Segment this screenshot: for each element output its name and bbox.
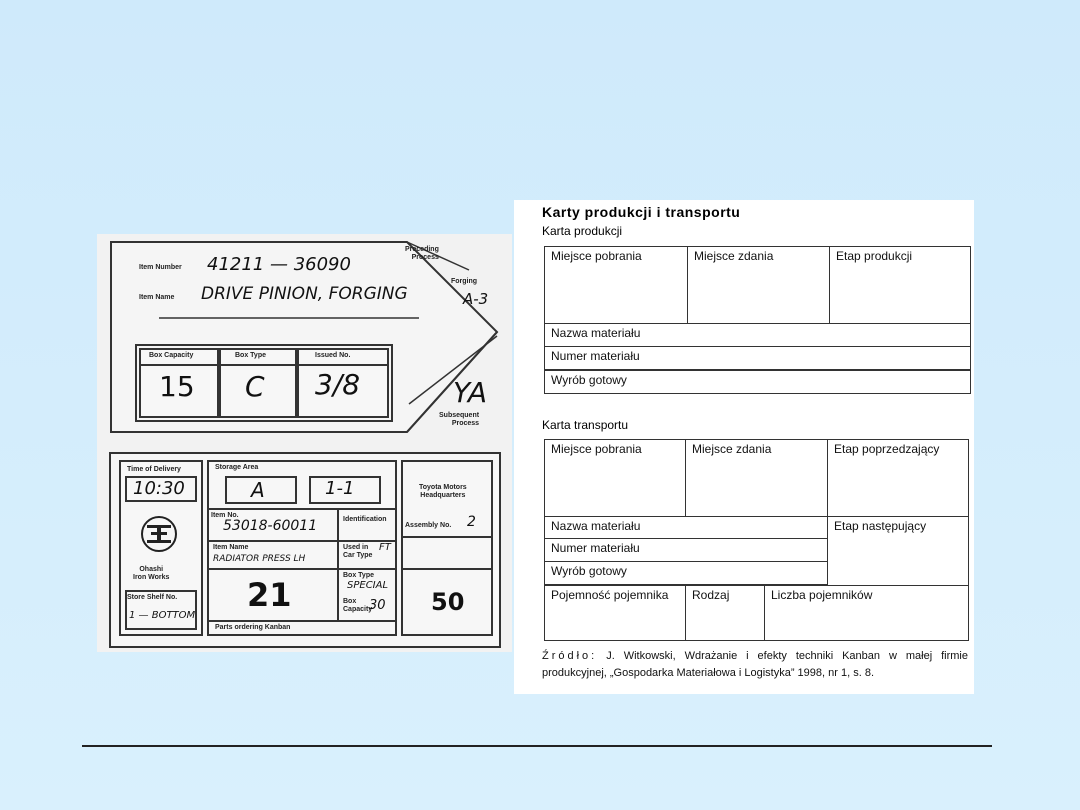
transport-next-stage-label: Etap następujący (834, 519, 927, 533)
assembly-rule (403, 536, 491, 538)
parts-ordering-kanban-card (109, 452, 501, 648)
production-delivery-cell (687, 246, 830, 324)
item-name-label: Item Name (139, 294, 175, 301)
production-material-number-cell (544, 346, 971, 370)
transport-next-stage-cell (827, 516, 969, 586)
production-material-number-label: Numer materiału (551, 349, 640, 363)
transport-section-title: Karta transportu (542, 418, 629, 432)
transport-material-name-cell (544, 516, 828, 539)
preceding-process-label: Preceding Process (405, 246, 439, 261)
item-name: DRIVE PINION, FORGING (201, 284, 408, 304)
production-finished-product-label: Wyrób gotowy (551, 373, 627, 387)
transport-material-number-label: Numer materiału (551, 541, 640, 555)
storage-area-label: Storage Area (215, 464, 259, 471)
footer-rule (209, 620, 395, 622)
box-capacity2-label: Box Capacity (343, 598, 373, 613)
source-text: J. Witkowski, Wdrażanie i efekty techniki Kanban w małej firmie produkcyjnej, „Gospodarka Materiałowa i Logistyka” 1998, nr 1, s. 8. (542, 650, 968, 679)
transport-count-cell (764, 585, 969, 641)
used-in-label: Used in Car Type (343, 544, 373, 559)
storage-area-b: 1-1 (325, 478, 355, 499)
store-shelf-no: 1 — BOTTOM (129, 610, 196, 621)
source-citation (542, 648, 968, 682)
transport-material-number-cell (544, 538, 828, 562)
production-section-title: Karta produkcji (542, 224, 623, 238)
production-material-name-cell (544, 323, 971, 347)
item-name2-label: Item Name (213, 544, 249, 551)
transport-previous-stage-cell (827, 439, 969, 517)
time-of-delivery-label: Time of Delivery (127, 466, 181, 473)
production-finished-product-cell (544, 370, 971, 394)
toyota-label: Toyota Motors Headquarters (419, 484, 467, 499)
box-type2: SPECIAL (347, 580, 389, 591)
used-in-value: FT (379, 542, 391, 553)
transport-capacity-label: Pojemność pojemnika (551, 588, 669, 602)
slide-bottom-rule (82, 745, 992, 747)
production-stage-label: Etap produkcji (836, 249, 913, 263)
box-type2-label: Box Type (343, 572, 374, 579)
source-label: Źródło: (542, 650, 598, 662)
store-shelf-label: Store Shelf No. (127, 594, 178, 601)
storage-area-a: A (251, 478, 265, 502)
transport-previous-stage-label: Etap poprzedzający (834, 442, 940, 456)
issued-label: Issued No. (315, 352, 351, 359)
box-header-rule (139, 364, 389, 366)
destination-rule (403, 568, 491, 570)
preceding-process: Forging (451, 278, 478, 285)
identification-label: Identification (343, 516, 387, 523)
preceding-code: A-3 (463, 290, 489, 308)
transport-capacity-cell (544, 585, 686, 641)
transport-pickup-label: Miejsce pobrania (551, 442, 642, 456)
item-number: 41211 — 36090 (207, 254, 351, 275)
kanban-card-templates-document (514, 200, 974, 694)
production-kanban-card (109, 240, 501, 434)
document-title: Karty produkcji i transportu (542, 204, 741, 220)
item-column-divider (337, 510, 339, 620)
kanban-number: 21 (247, 576, 292, 614)
transport-delivery-label: Miejsce zdania (692, 442, 772, 456)
item-no-rule (209, 540, 395, 542)
time-of-delivery: 10:30 (133, 478, 185, 499)
assembly-label: Assembly No. (405, 522, 452, 529)
transport-material-name-label: Nazwa materiału (551, 519, 641, 533)
production-pickup-cell (544, 246, 688, 324)
production-material-name-label: Nazwa materiału (551, 326, 641, 340)
item-name-rule (209, 568, 395, 570)
kanban-cards-image (97, 234, 512, 652)
box-type-value: C (245, 370, 265, 403)
transport-finished-product-label: Wyrób gotowy (551, 564, 627, 578)
item-no: 53018-60011 (223, 518, 318, 534)
transport-count-label: Liczba pojemników (771, 588, 873, 602)
issued-value: 3/8 (315, 368, 361, 401)
production-pickup-label: Miejsce pobrania (551, 249, 642, 263)
transport-kind-cell (685, 585, 765, 641)
transport-kind-label: Rodzaj (692, 588, 730, 602)
subsequent-process-label: Subsequent Process (439, 412, 480, 427)
item-number-label: Item Number (139, 264, 182, 271)
transport-delivery-cell (685, 439, 828, 517)
company-logo-icon (139, 514, 179, 554)
box-capacity-label: Box Capacity (149, 352, 194, 359)
production-stage-cell (829, 246, 971, 324)
box-capacity2: 30 (369, 598, 386, 613)
storage-rule (209, 508, 395, 510)
item-name2: RADIATOR PRESS LH (213, 554, 306, 564)
destination-number: 50 (431, 588, 465, 616)
transport-pickup-cell (544, 439, 686, 517)
supplier-name: Ohashi Iron Works (133, 566, 170, 581)
production-delivery-label: Miejsce zdania (694, 249, 774, 263)
parts-ordering-label: Parts ordering Kanban (215, 624, 291, 631)
subsequent-code: YA (453, 376, 488, 409)
box-capacity-value: 15 (159, 370, 195, 403)
assembly-no: 2 (467, 514, 476, 530)
box-type-label: Box Type (235, 352, 266, 359)
transport-finished-product-cell (544, 561, 828, 585)
item-no-label: Item No. (211, 512, 239, 519)
